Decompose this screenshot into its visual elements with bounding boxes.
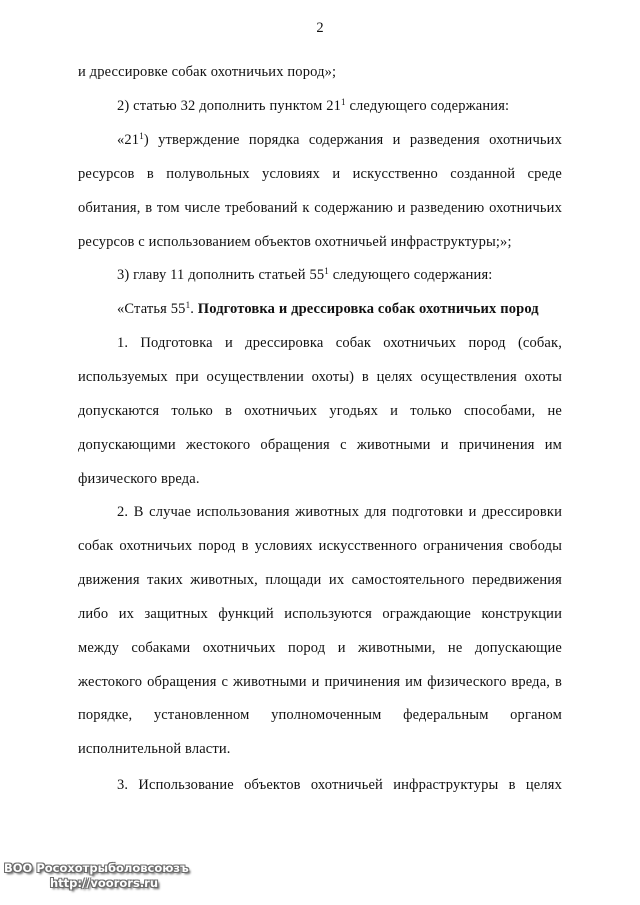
text-line: 3) главу 11 дополнить статьей $55^1$ следующего содержания: [117, 266, 493, 284]
text-line: исполнительной власти. [78, 741, 231, 758]
page-number: 2 [316, 20, 324, 36]
paragraph-3 [78, 769, 562, 803]
text-line: между собаками охотничьих пород и животными, не допускающие [78, 639, 562, 656]
text-line: жестокого обращения с животными и причинения им физического вреда, в [78, 673, 562, 690]
text-line: допускающими жестокого обращения с животными и причинения им [78, 436, 562, 453]
watermark-org: ВОО Росохотрыболовсоюзъ [4, 861, 189, 875]
text-line: ресурсов с использованием объектов охотничьей инфраструктуры;»; [78, 233, 512, 250]
text-line: «$21^1$) утверждение порядка содержания и разведения охотничьих [117, 130, 562, 148]
text-line: физического вреда. [78, 470, 200, 487]
paragraph-2 [78, 496, 562, 767]
text-line: 3. Использование объектов охотничьей инфраструктуры в целях [117, 777, 562, 793]
text-line: 1. Подготовка и дрессировка собак охотничьих пород (собак, [117, 335, 562, 352]
text-line: 2. В случае использования животных для подготовки и дрессировки [117, 504, 562, 520]
document-body [78, 56, 562, 497]
text-line: порядке, установленном уполномоченным федеральным органом [78, 707, 562, 724]
watermark [4, 861, 189, 891]
text-line: движения таких животных, площади их самостоятельного передвижения [78, 571, 562, 588]
text-line: либо их защитных функций используются ограждающие конструкции [78, 605, 562, 622]
text-line: ресурсов в полувольных условиях и искусственно созданной среде [78, 165, 562, 182]
text-line: используемых при осуществлении охоты) в целях осуществления охоты [78, 369, 562, 386]
article-heading: «Статья $55^1$. Подготовка и дрессировка собак охотничьих пород [117, 300, 539, 318]
text-line: допускаются только в охотничьих угодьях и только способами, не [78, 403, 562, 420]
article-title: Подготовка и дрессировка собак охотничьих пород [197, 301, 539, 318]
text-line: обитания, в том числе требований к содержанию и разведению охотничьих [78, 199, 562, 216]
text-line: собак охотничьих пород в условиях искусственного ограничения свободы [78, 537, 562, 554]
watermark-url: http://voorors.ru [50, 876, 159, 890]
text-line: и дрессировке собак охотничьих пород»; [78, 64, 337, 80]
text-line: 2) статью 32 дополнить пунктом $21^1$ следующего содержания: [117, 96, 510, 114]
